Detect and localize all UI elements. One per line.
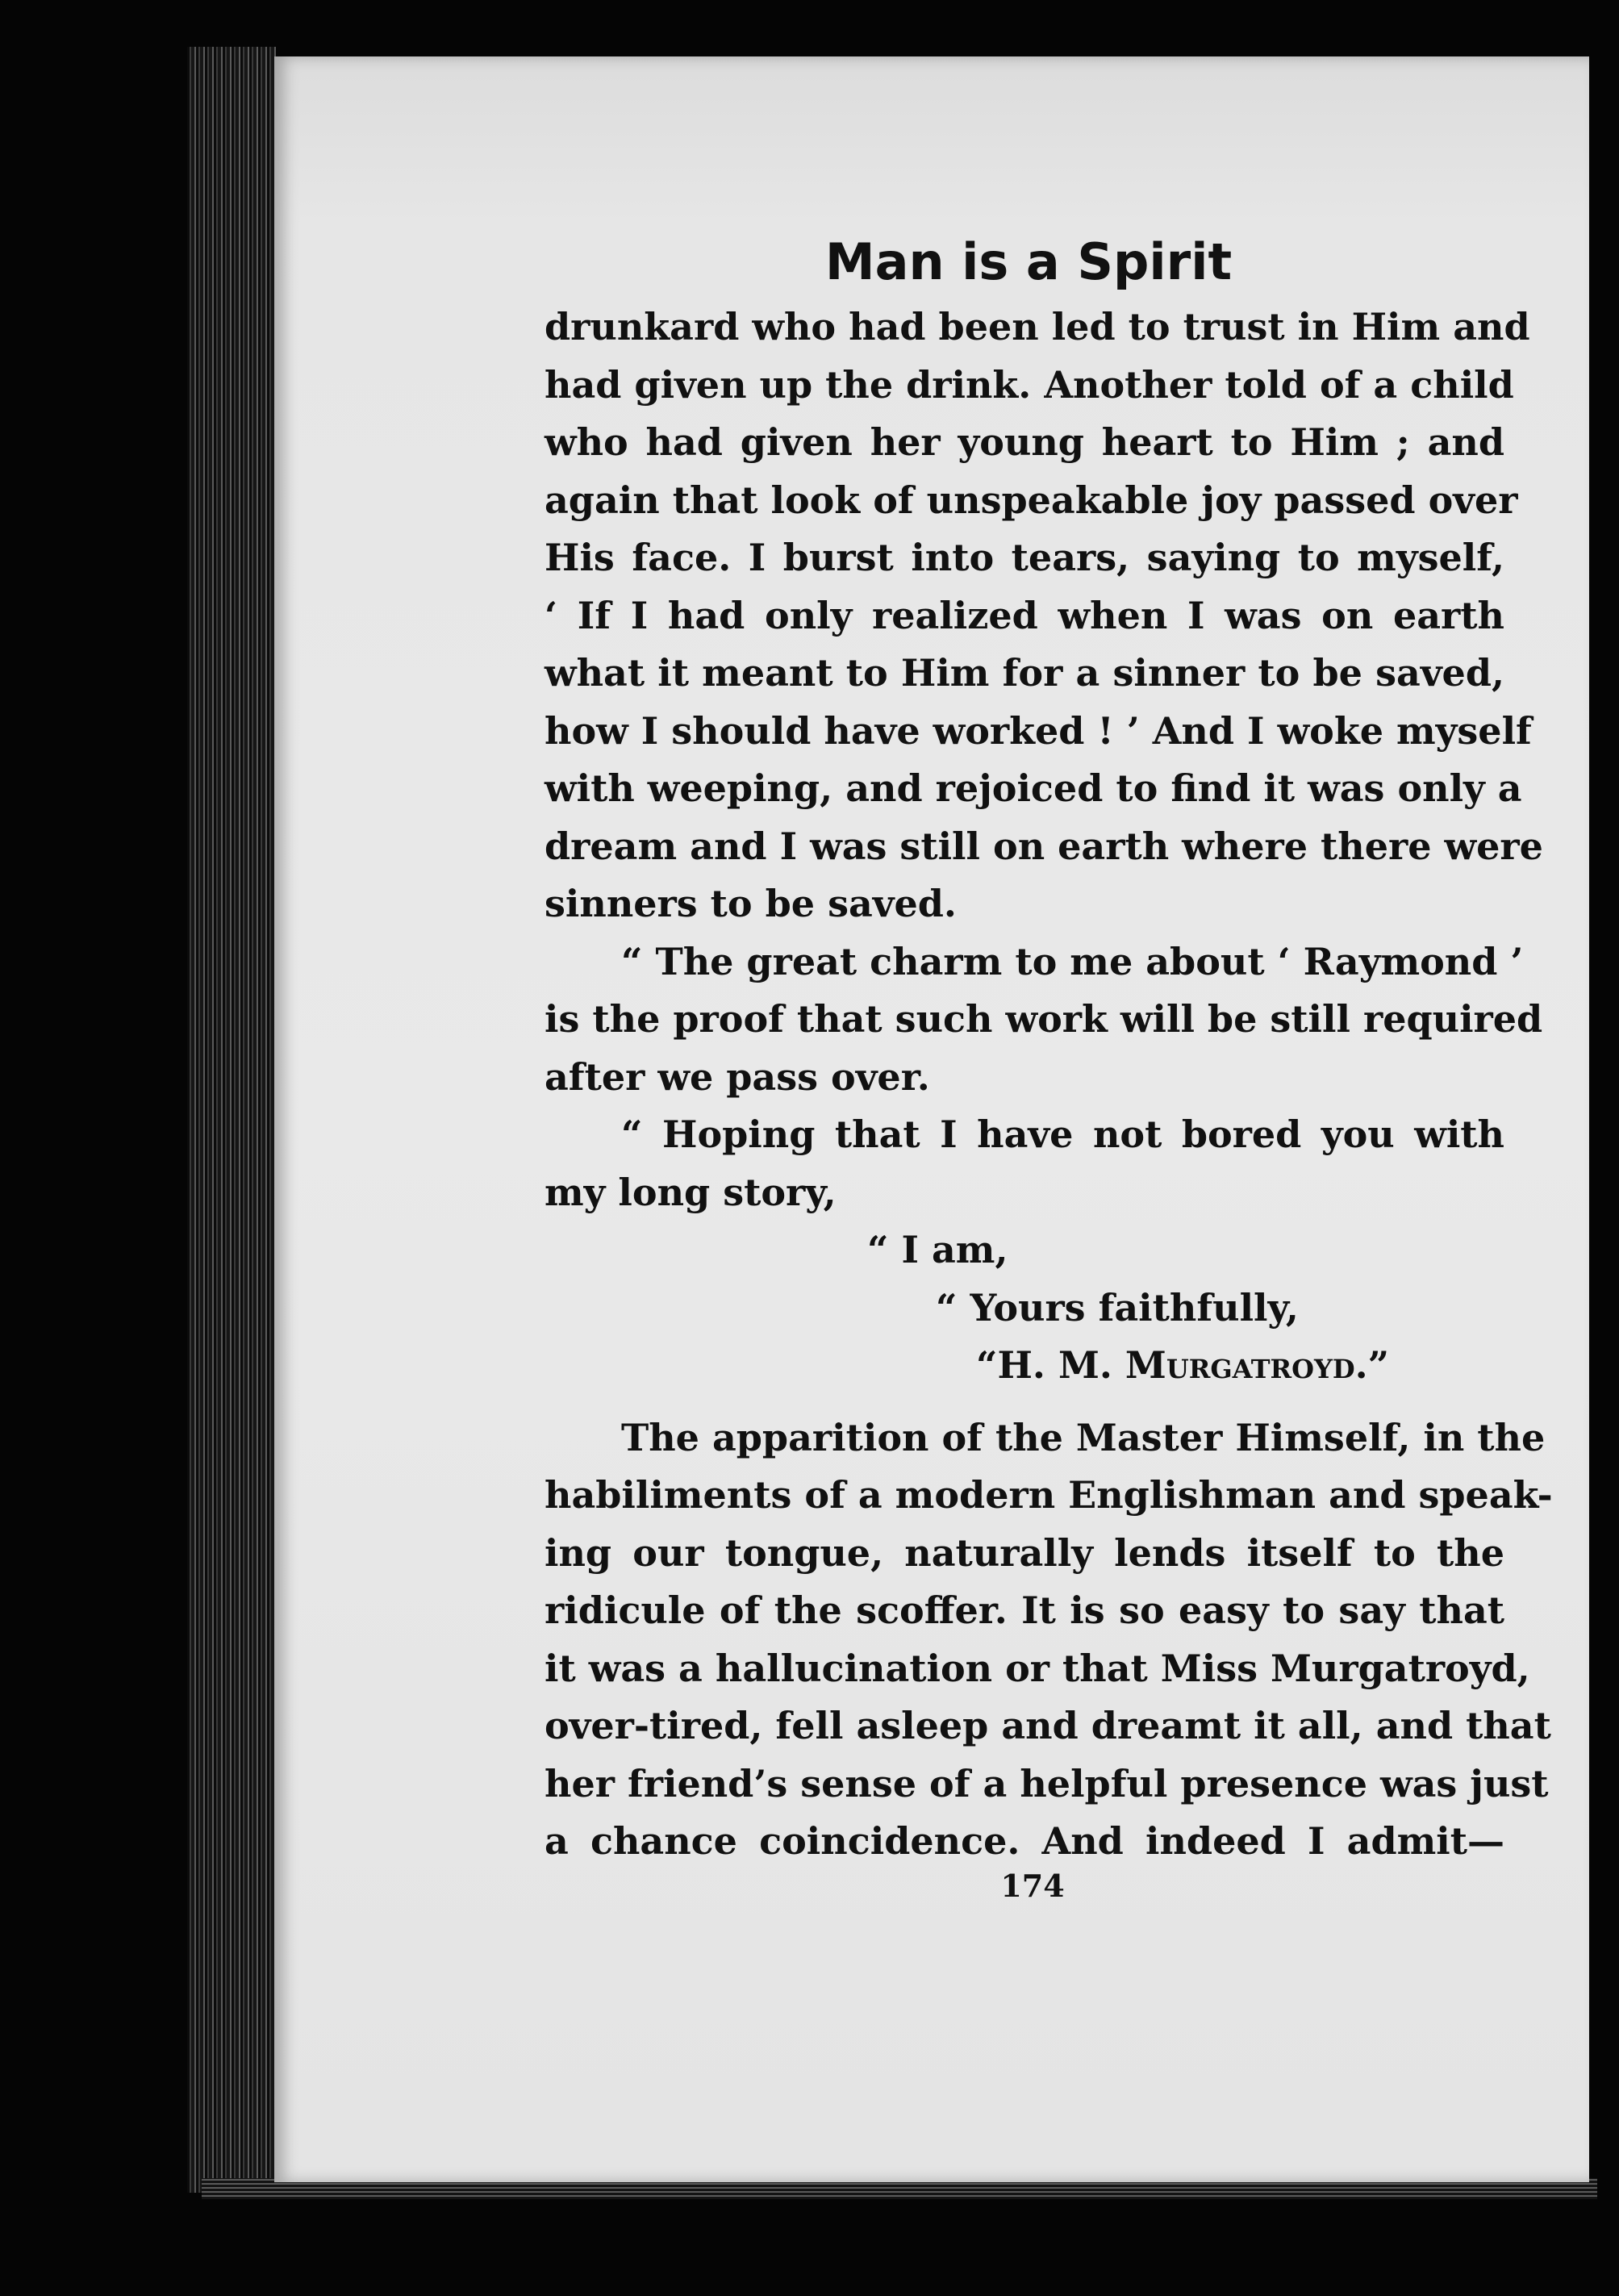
text-line: it was a hallucination or that Miss Murgatroyd, — [545, 1646, 1530, 1690]
text-line: drunkard who had been led to trust in Him and — [545, 305, 1530, 349]
page-text — [545, 226, 1553, 1871]
text-line: ing our tongue, naturally lends itself to the — [545, 1530, 1504, 1575]
text-line: my long story, — [545, 1170, 837, 1214]
text-line: with weeping, and rejoiced to find it was only a — [545, 766, 1522, 810]
letter-closing-line: “ Yours faithfully, — [936, 1285, 1299, 1330]
paragraph-gap — [545, 1395, 1504, 1409]
text-line: habiliments of a modern Englishman and speak- — [545, 1473, 1553, 1517]
text-line: who had given her young heart to Him ; and — [545, 420, 1504, 464]
text-line: how I should have worked ! ’ And I woke myself — [545, 708, 1532, 753]
letter-closing-line: “ I am, — [867, 1228, 1008, 1271]
text-line: a chance coincidence. And indeed I admit— — [545, 1819, 1504, 1863]
text-line: “ Hoping that I have not bored you with — [621, 1113, 1504, 1156]
book-edge-left — [187, 47, 276, 2193]
text-line: ‘ If I had only realized when I was on earth — [545, 593, 1504, 637]
text-line: sinners to be saved. — [545, 882, 957, 925]
text-line: had given up the drink. Another told of a child — [545, 362, 1514, 407]
text-line: ridicule of the scoffer. It is so easy to say that — [545, 1588, 1504, 1632]
text-line: dream and I was still on earth where there were — [545, 824, 1543, 868]
text-line: over-tired, fell asleep and dreamt it all, and that — [545, 1704, 1551, 1747]
text-line: “ The great charm to me about ‘ Raymond ’ — [621, 939, 1524, 983]
text-line: is the proof that such work will be still required — [545, 997, 1543, 1041]
text-line: what it meant to Him for a sinner to be saved, — [545, 651, 1504, 695]
page-number: 174 — [1000, 1868, 1065, 1904]
letter-signature: “H. M. Murgatroyd.” — [976, 1343, 1390, 1387]
text-line: again that look of unspeakable joy passed over — [545, 478, 1518, 522]
text-line: after we pass over. — [545, 1054, 930, 1099]
text-line: His face. I burst into tears, saying to myself, — [545, 536, 1504, 579]
text-line: The apparition of the Master Himself, in the — [621, 1415, 1546, 1459]
running-head: Man is a Spirit — [824, 232, 1233, 291]
text-line: her friend’s sense of a helpful presence was just — [545, 1761, 1549, 1805]
